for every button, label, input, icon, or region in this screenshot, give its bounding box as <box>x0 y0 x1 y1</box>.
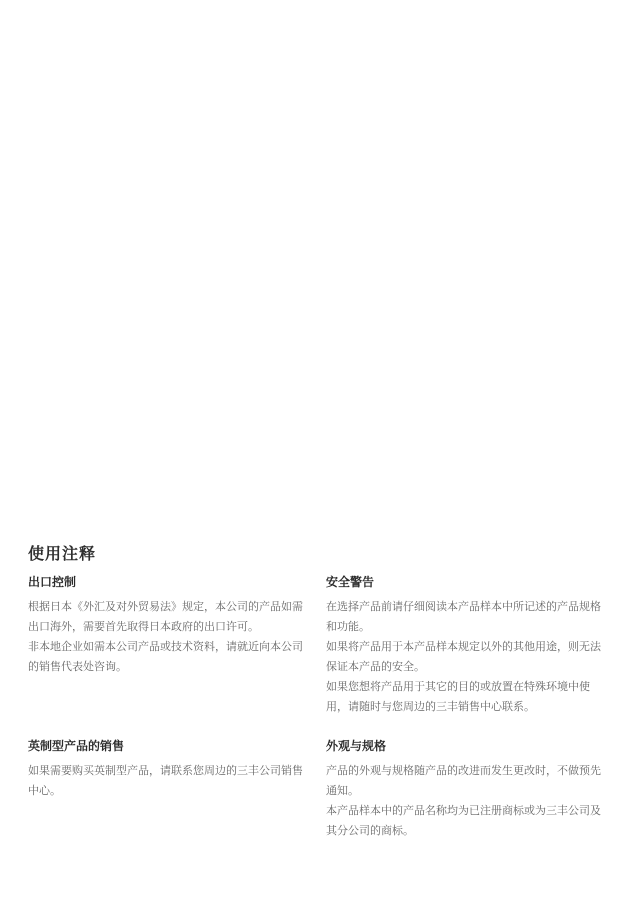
appearance-specs-heading: 外观与规格 <box>326 739 387 753</box>
export-control-section <box>28 574 304 677</box>
uk-sales-heading: 英制型产品的销售 <box>28 739 125 753</box>
export-control-paragraph: 根据日本《外汇及对外贸易法》规定，本公司的产品如需出口海外，需要首先取得日本政府的出口许可。 <box>28 600 303 633</box>
safety-warning-paragraph: 如果您想将产品用于其它的目的或放置在特殊环境中使用，请随时与您周边的三丰销售中心联系。 <box>326 680 590 713</box>
appearance-specs-section <box>326 738 602 841</box>
export-control-heading: 出口控制 <box>28 575 77 589</box>
uk-sales-paragraph: 如果需要购买英制型产品，请联系您周边的三丰公司销售中心。 <box>28 764 303 797</box>
safety-warning-section <box>326 574 602 717</box>
uk-sales-section <box>28 738 304 801</box>
appearance-specs-paragraph: 本产品样本中的产品名称均为已注册商标或为三丰公司及其分公司的商标。 <box>326 804 601 837</box>
safety-warning-paragraph: 在选择产品前请仔细阅读本产品样本中所记述的产品规格和功能。 <box>326 600 601 633</box>
appearance-specs-paragraph: 产品的外观与规格随产品的改进而发生更改时，不做预先通知。 <box>326 764 601 797</box>
page-title: 使用注释 <box>28 544 97 563</box>
safety-warning-heading: 安全警告 <box>326 575 375 589</box>
safety-warning-paragraph: 如果将产品用于本产品样本规定以外的其他用途，则无法保证本产品的安全。 <box>326 640 601 673</box>
export-control-paragraph: 非本地企业如需本公司产品或技术资料，请就近向本公司的销售代表处咨询。 <box>28 640 303 673</box>
